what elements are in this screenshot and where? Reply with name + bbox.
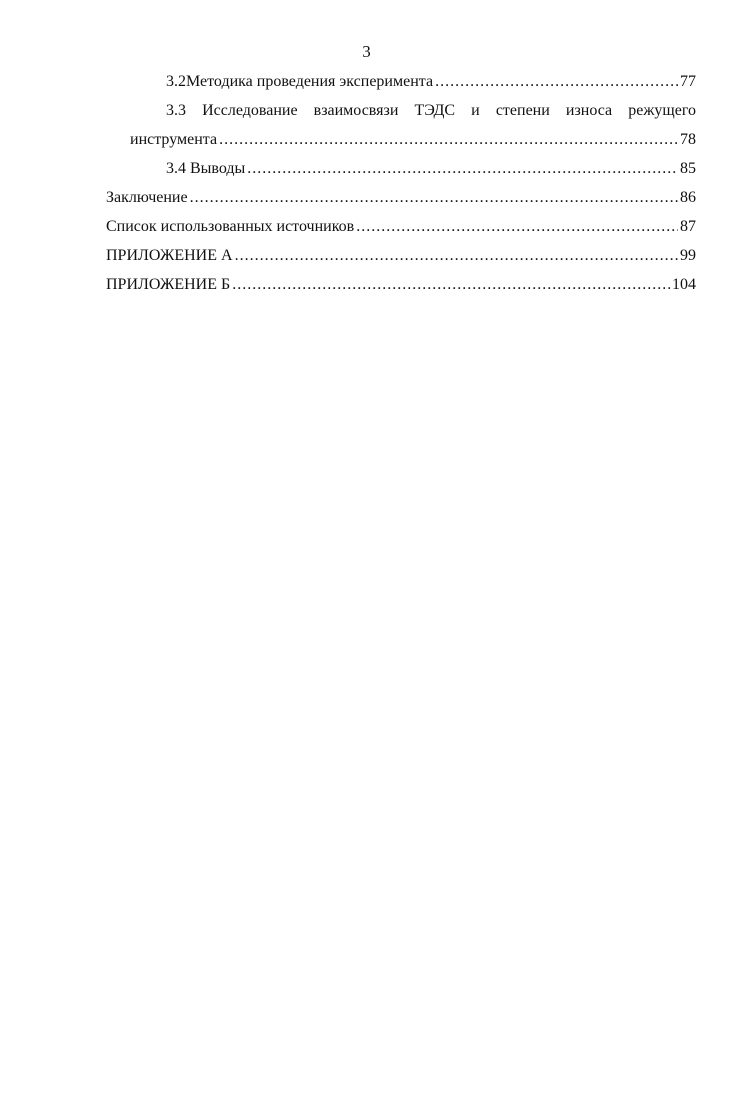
toc-entry-title: Список использованных источников: [106, 218, 355, 235]
toc-dot-leader: [235, 244, 678, 268]
page-number: 3: [362, 42, 371, 61]
toc-dot-leader: [435, 70, 678, 94]
toc-entry-3-3-line1[interactable]: [106, 99, 696, 128]
toc-entry-title: 3.4 Выводы: [166, 160, 246, 177]
toc-entry-3-3-line2[interactable]: [106, 128, 696, 157]
toc-dot-leader: [232, 273, 670, 297]
toc-entry-title: 3.2Методика проведения эксперимента: [166, 73, 434, 90]
toc-entry-title-continued: инструмента: [130, 131, 218, 148]
toc-entry-sources[interactable]: [106, 215, 696, 244]
toc-dot-leader: [356, 215, 678, 239]
toc-dot-leader: [247, 157, 678, 181]
toc-entry-conclusion[interactable]: [106, 186, 696, 215]
toc-entry-page: 85: [680, 160, 696, 177]
toc-dot-leader: [219, 128, 678, 152]
toc-entry-appendix-b[interactable]: [106, 273, 696, 302]
table-of-contents: [106, 70, 696, 302]
toc-entry-page: 104: [672, 276, 696, 293]
toc-entry-page: 99: [680, 247, 696, 264]
toc-entry-title: 3.3 Исследование взаимосвязи ТЭДС и степени износа режущего: [166, 102, 696, 119]
toc-entry-3-2[interactable]: [106, 70, 696, 99]
toc-dot-leader: [190, 186, 678, 210]
toc-entry-page: 77: [680, 73, 696, 90]
toc-entry-title: ПРИЛОЖЕНИЕ Б: [106, 276, 231, 293]
toc-entry-title: ПРИЛОЖЕНИЕ А: [106, 247, 233, 264]
toc-entry-page: 78: [680, 131, 696, 148]
toc-entry-page: 86: [680, 189, 696, 206]
toc-entry-page: 87: [680, 218, 696, 235]
toc-entry-title: Заключение: [106, 189, 188, 206]
toc-entry-3-4[interactable]: [106, 157, 696, 186]
toc-entry-appendix-a[interactable]: [106, 244, 696, 273]
